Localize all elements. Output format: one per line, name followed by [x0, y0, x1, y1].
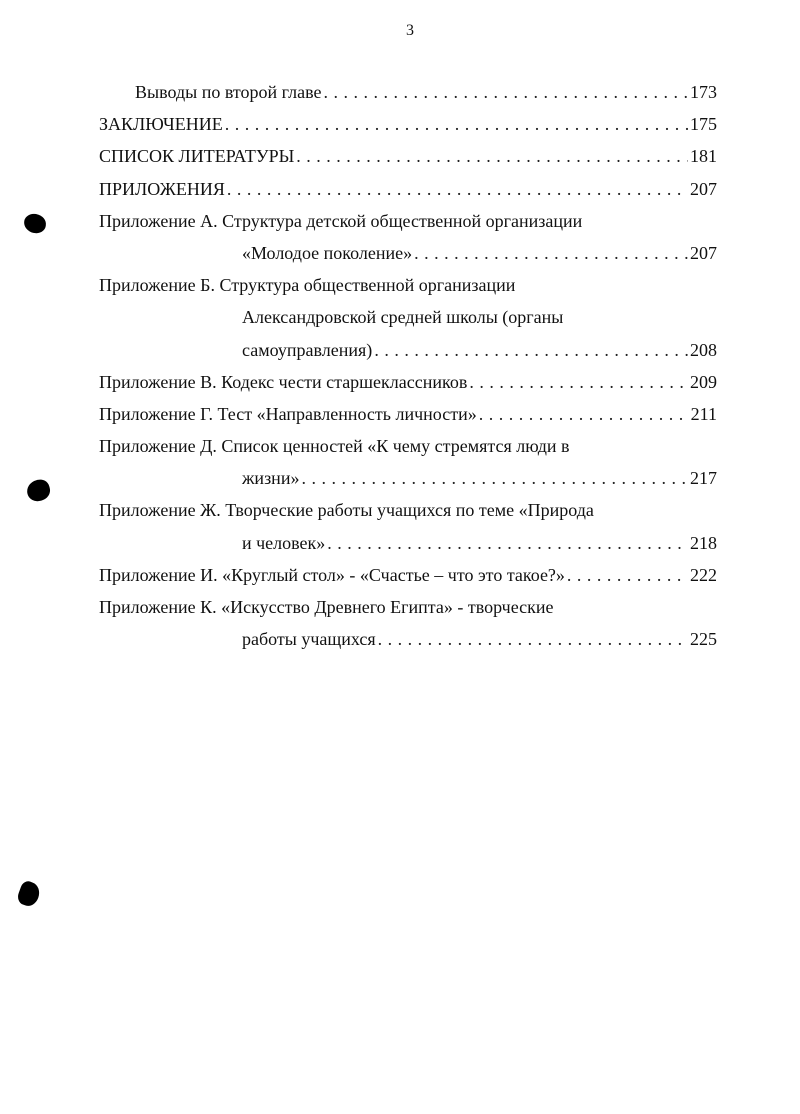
toc-entry-text: «Молодое поколение» [242, 242, 413, 263]
toc-entry-appendix-g [99, 398, 717, 430]
toc-entry-text: Приложение Г. Тест «Направленность личности» [99, 403, 477, 424]
leader-dots [225, 108, 688, 140]
toc-page-number: 181 [690, 146, 717, 167]
toc-entry-appendix-d-line1: Приложение Д. Список ценностей «К чему стремятся люди в [99, 436, 570, 457]
toc-page-number: 208 [690, 339, 717, 360]
toc-page-number: 175 [690, 114, 717, 135]
leader-dots [469, 366, 688, 398]
ink-blot [15, 879, 42, 908]
leader-dots [567, 559, 688, 591]
toc-page-number: 211 [690, 403, 717, 424]
toc-entry-appendix-a-line1: Приложение А. Структура детской общественной организации [99, 210, 583, 231]
toc-entry-text: Приложение В. Кодекс чести старшеклассников [99, 371, 468, 392]
toc-entry-appendix-zh-line1: Приложение Ж. Творческие работы учащихся по теме «Природа [99, 500, 594, 521]
toc-entry-appendix-b-line2: Александровской средней школы (органы [242, 307, 564, 328]
leader-dots [323, 76, 688, 108]
toc-page-number: 173 [690, 82, 717, 102]
toc-page-number: 207 [690, 242, 717, 263]
toc-entry-bibliography [99, 140, 717, 172]
toc-page-number: 218 [690, 532, 717, 553]
leader-dots [374, 334, 688, 366]
ink-blot [25, 477, 53, 503]
toc-entry-text: работы учащихся [242, 629, 376, 650]
leader-dots [414, 237, 688, 269]
toc-entry-appendix-b-line1: Приложение Б. Структура общественной организации [99, 275, 516, 296]
toc-page-number: 222 [690, 564, 717, 585]
ink-blot [23, 212, 48, 235]
toc-entry-conclusion [99, 108, 717, 140]
toc-entry-appendix-zh-line2 [99, 527, 717, 559]
toc-entry-text: и человек» [242, 532, 326, 553]
toc-entry-appendix-k-line2 [99, 623, 717, 655]
toc-page-number: 207 [690, 178, 717, 199]
toc-page-number: 209 [690, 371, 717, 392]
leader-dots [227, 173, 688, 205]
toc-entry-appendix-k-line1: Приложение К. «Искусство Древнего Египта» - творческие [99, 597, 554, 617]
toc-entry-appendix-i [99, 559, 717, 591]
leader-dots [327, 527, 688, 559]
table-of-contents [99, 76, 717, 655]
toc-entry-appendix-b-line3 [99, 334, 717, 366]
toc-entry-conclusions-chapter-two [99, 76, 717, 108]
page-number: 3 [406, 22, 414, 39]
leader-dots [296, 140, 688, 172]
leader-dots [378, 623, 688, 655]
toc-entry-text: Выводы по второй главе [135, 82, 322, 102]
leader-dots [479, 398, 689, 430]
toc-entry-appendix-v [99, 366, 717, 398]
toc-page-number: 225 [690, 629, 717, 650]
toc-entry-appendix-a-line2 [99, 237, 717, 269]
toc-entry-text: Приложение И. «Круглый стол» - «Счастье – что это такое?» [99, 564, 565, 585]
toc-entry-text: самоуправления) [242, 339, 373, 360]
toc-entry-text: ПРИЛОЖЕНИЯ [99, 178, 225, 199]
toc-entry-appendices [99, 173, 717, 205]
toc-entry-text: ЗАКЛЮЧЕНИЕ [99, 114, 223, 135]
toc-entry-appendix-d-line2 [99, 462, 717, 494]
toc-entry-text: жизни» [242, 468, 300, 489]
leader-dots [301, 462, 688, 494]
toc-page-number: 217 [690, 468, 717, 489]
toc-entry-text: СПИСОК ЛИТЕРАТУРЫ [99, 146, 295, 167]
